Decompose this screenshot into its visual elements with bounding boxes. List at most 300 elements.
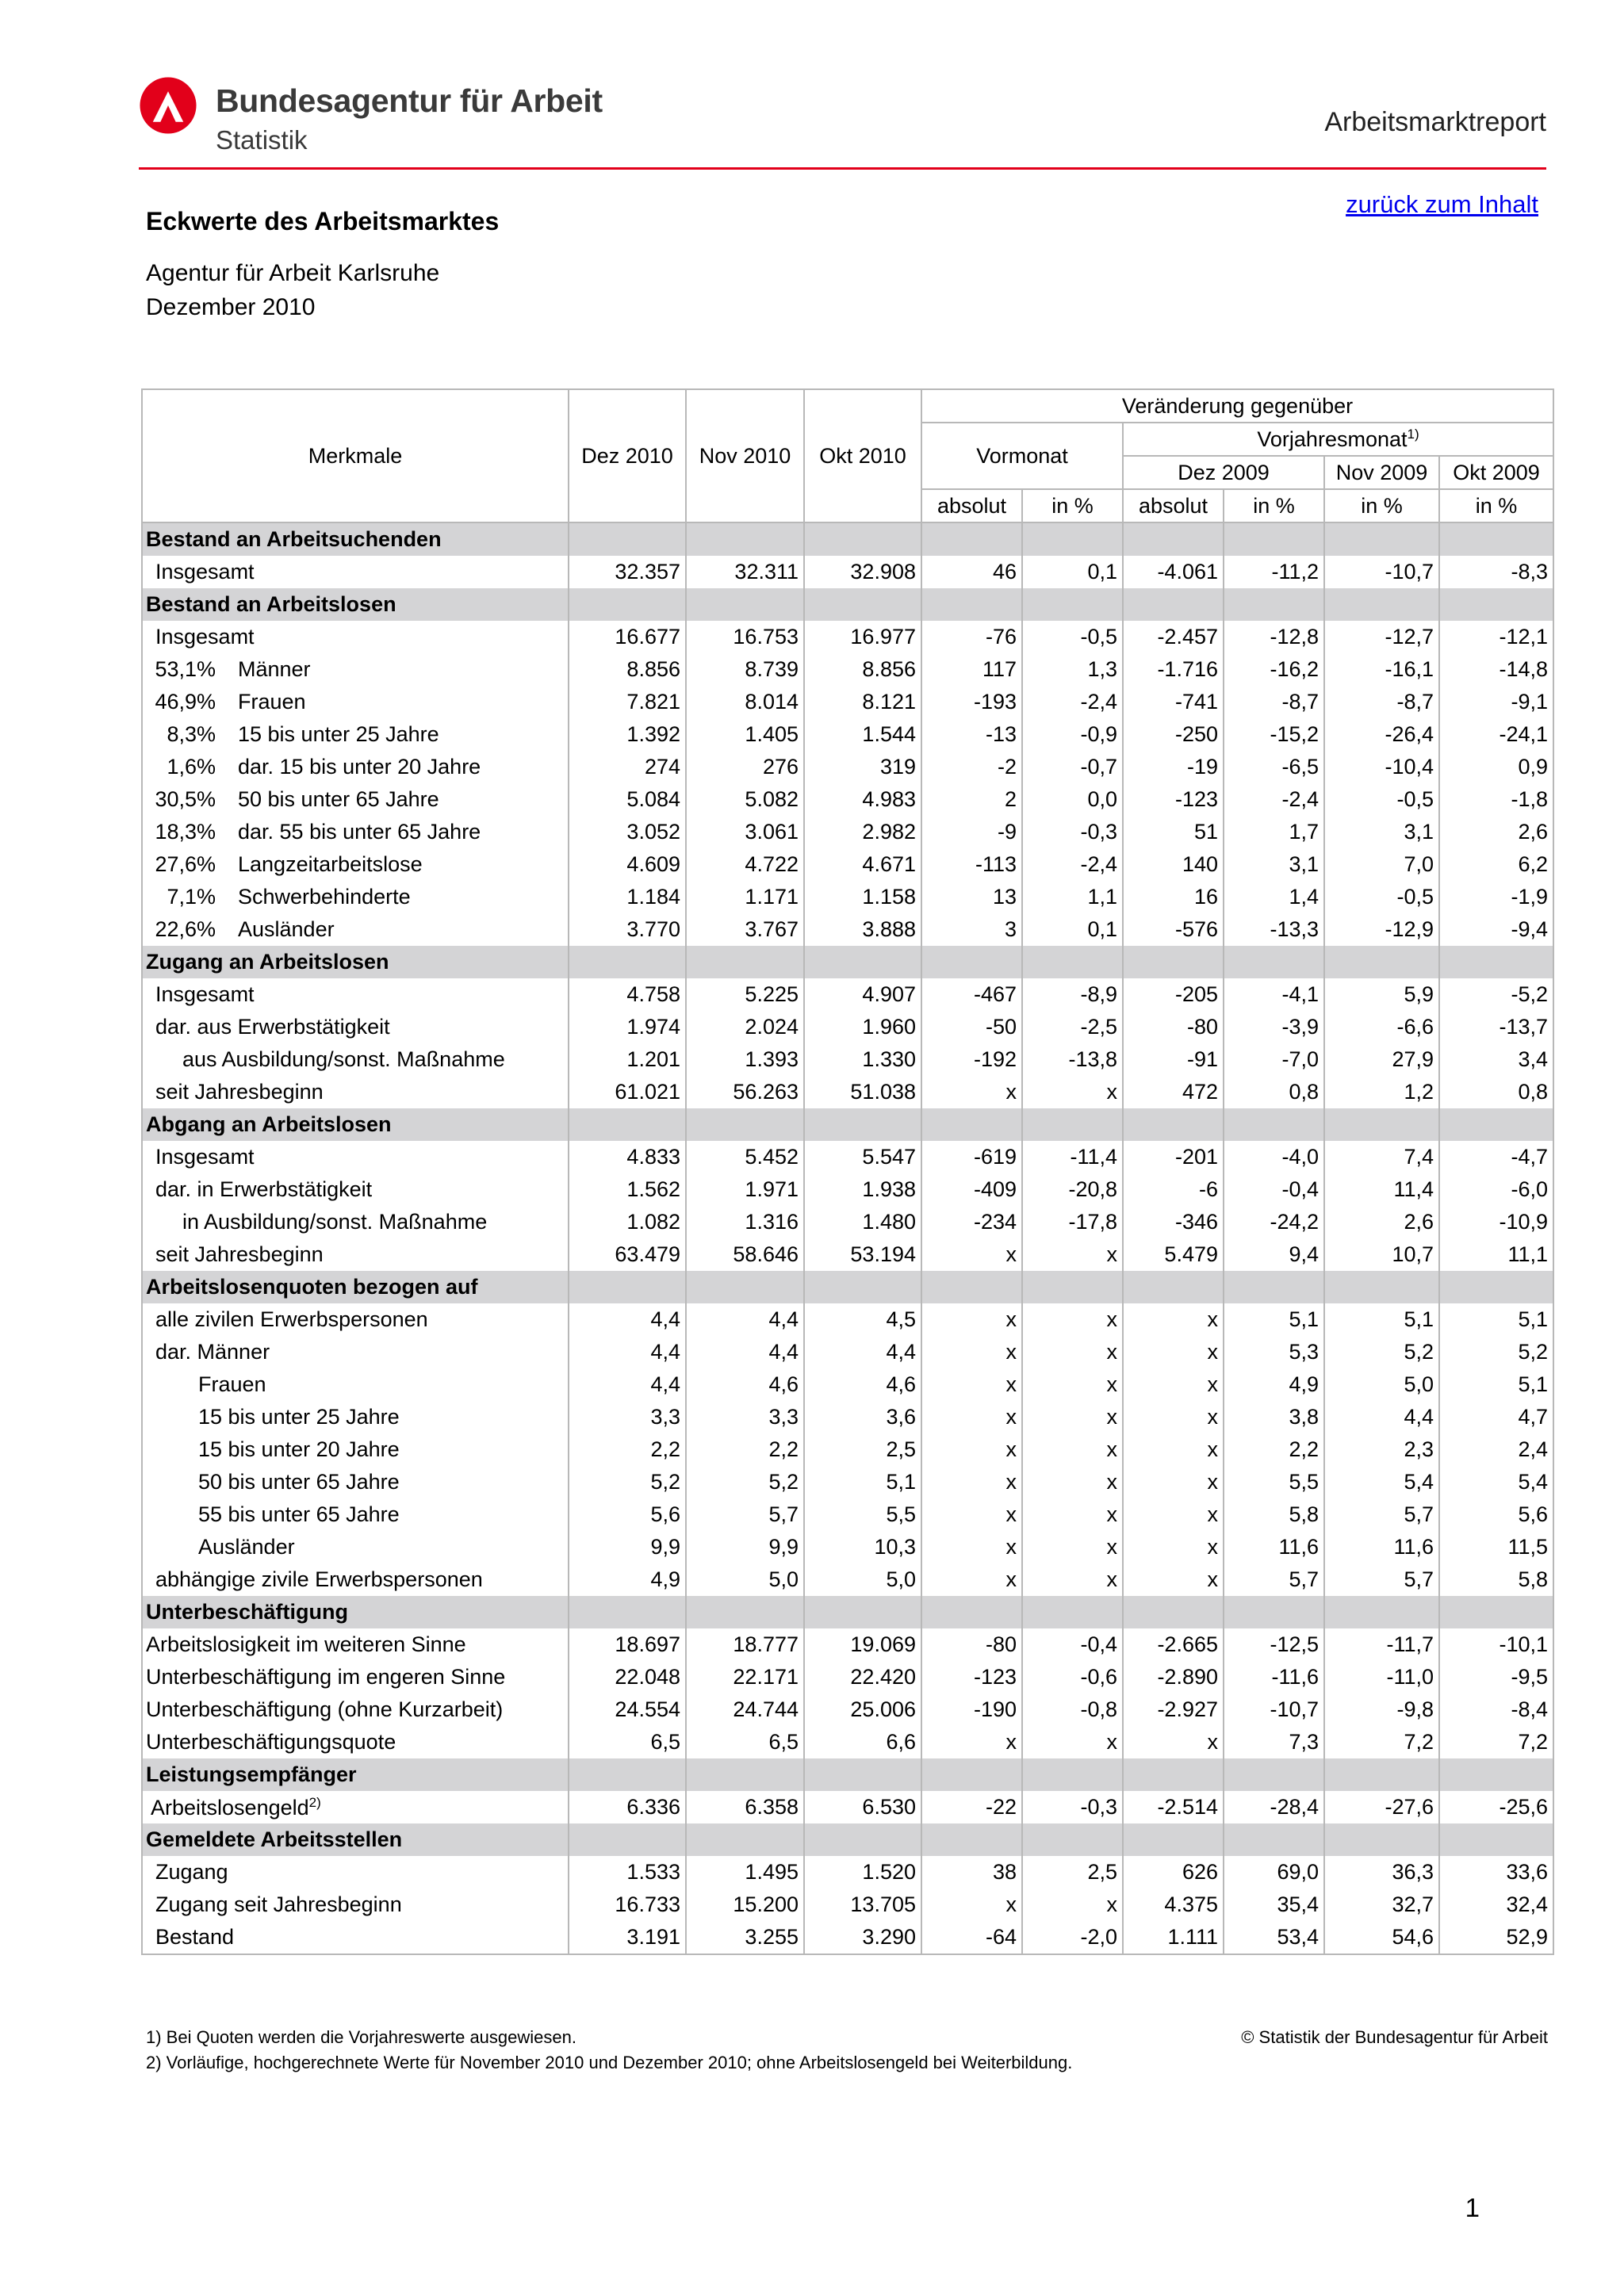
value-cell: 3,6 <box>804 1401 921 1433</box>
value-cell: x <box>1022 1303 1123 1336</box>
value-cell: 3,1 <box>1224 848 1324 881</box>
value-cell: -10,7 <box>1224 1693 1324 1726</box>
value-cell: 5,7 <box>686 1498 804 1531</box>
value-cell: 4.375 <box>1123 1888 1224 1921</box>
value-cell: -0,4 <box>1022 1628 1123 1661</box>
value-cell: -2.665 <box>1123 1628 1224 1661</box>
value-cell: -0,9 <box>1022 718 1123 751</box>
value-cell: -20,8 <box>1022 1173 1123 1206</box>
row-label <box>142 978 569 1011</box>
value-cell: 2 <box>921 783 1022 816</box>
value-cell: 1.495 <box>686 1856 804 1888</box>
value-cell: 2,6 <box>1439 816 1553 848</box>
row-label <box>142 1076 569 1108</box>
value-cell: -64 <box>921 1921 1022 1954</box>
value-cell: -5,2 <box>1439 978 1553 1011</box>
value-cell: 4,4 <box>804 1336 921 1368</box>
value-cell: -10,7 <box>1324 556 1439 588</box>
section-empty-cell <box>804 1596 921 1628</box>
value-cell: x <box>1123 1303 1224 1336</box>
value-cell: -201 <box>1123 1141 1224 1173</box>
section-empty-cell <box>804 946 921 978</box>
value-cell: -8,7 <box>1224 686 1324 718</box>
section-title: Unterbeschäftigung <box>142 1596 569 1628</box>
value-cell: -2.457 <box>1123 621 1224 653</box>
value-cell: -0,8 <box>1022 1693 1123 1726</box>
section-empty-cell <box>921 1823 1022 1856</box>
value-cell: x <box>921 1433 1022 1466</box>
section-empty-cell <box>1123 1596 1224 1628</box>
table-row <box>142 816 1553 848</box>
value-cell: 1.171 <box>686 881 804 913</box>
table-row <box>142 1563 1553 1596</box>
value-cell: -10,1 <box>1439 1628 1553 1661</box>
row-label <box>142 1563 569 1596</box>
value-cell: 6,5 <box>686 1726 804 1758</box>
section-title: Leistungsempfänger <box>142 1758 569 1791</box>
value-cell: 2,2 <box>569 1433 686 1466</box>
value-cell: -6,0 <box>1439 1173 1553 1206</box>
row-label <box>142 848 569 881</box>
header-nov2010: Nov 2010 <box>686 389 804 522</box>
value-cell: 4,9 <box>1224 1368 1324 1401</box>
value-cell: -13,7 <box>1439 1011 1553 1043</box>
value-cell: -6,5 <box>1224 751 1324 783</box>
row-label <box>142 1401 569 1433</box>
share-percent: 46,9% <box>155 690 216 714</box>
value-cell: -0,4 <box>1224 1173 1324 1206</box>
value-cell: 32,7 <box>1324 1888 1439 1921</box>
value-cell: 15.200 <box>686 1888 804 1921</box>
section-header-row <box>142 946 1553 978</box>
back-to-contents-link[interactable]: zurück zum Inhalt <box>1346 190 1538 218</box>
section-empty-cell <box>1224 1758 1324 1791</box>
row-label <box>142 1043 569 1076</box>
value-cell: 2.024 <box>686 1011 804 1043</box>
section-header-row <box>142 1271 1553 1303</box>
value-cell: 1.082 <box>569 1206 686 1238</box>
section-empty-cell <box>1123 1108 1224 1141</box>
value-cell: -8,3 <box>1439 556 1553 588</box>
page-title: Eckwerte des Arbeitsmarktes <box>146 207 500 235</box>
row-label-text: 15 bis unter 25 Jahre <box>238 722 439 746</box>
section-title: Abgang an Arbeitslosen <box>142 1108 569 1141</box>
value-cell: 0,9 <box>1439 751 1553 783</box>
section-empty-cell <box>1439 522 1553 556</box>
value-cell: x <box>1123 1466 1224 1498</box>
value-cell: 5,4 <box>1439 1466 1553 1498</box>
section-empty-cell <box>1224 1271 1324 1303</box>
section-empty-cell <box>1324 1758 1439 1791</box>
value-cell: 58.646 <box>686 1238 804 1271</box>
row-label-text: Schwerbehinderte <box>238 885 411 909</box>
value-cell: 11,4 <box>1324 1173 1439 1206</box>
value-cell: -346 <box>1123 1206 1224 1238</box>
value-cell: -2.514 <box>1123 1791 1224 1823</box>
header-okt2009: Okt 2009 <box>1439 456 1553 489</box>
value-cell: 4,9 <box>569 1563 686 1596</box>
value-cell: 4.833 <box>569 1141 686 1173</box>
value-cell: 53.194 <box>804 1238 921 1271</box>
value-cell: x <box>1022 1888 1123 1921</box>
value-cell: x <box>1022 1563 1123 1596</box>
value-cell: x <box>1022 1336 1123 1368</box>
value-cell: x <box>1123 1433 1224 1466</box>
value-cell: 274 <box>569 751 686 783</box>
value-cell: 51.038 <box>804 1076 921 1108</box>
value-cell: -13,8 <box>1022 1043 1123 1076</box>
value-cell: x <box>921 1531 1022 1563</box>
row-label-text: seit Jahresbeginn <box>155 1080 324 1104</box>
value-cell: 22.048 <box>569 1661 686 1693</box>
section-empty-cell <box>921 1596 1022 1628</box>
header-okt2010: Okt 2010 <box>804 389 921 522</box>
value-cell: -113 <box>921 848 1022 881</box>
footnote-1: 1) Bei Quoten werden die Vorjahreswerte ausgewiesen. <box>146 2027 576 2047</box>
value-cell: 0,1 <box>1022 556 1123 588</box>
section-empty-cell <box>1224 1596 1324 1628</box>
row-label <box>142 1531 569 1563</box>
value-cell: x <box>1022 1498 1123 1531</box>
value-cell: -250 <box>1123 718 1224 751</box>
section-empty-cell <box>1439 1596 1553 1628</box>
footnote-2: 2) Vorläufige, hochgerechnete Werte für November 2010 und Dezember 2010; ohne Arbeitslosengeld bei Weiterbildung. <box>146 2053 1073 2072</box>
value-cell: 4.983 <box>804 783 921 816</box>
row-label-text: 50 bis unter 65 Jahre <box>238 787 439 811</box>
value-cell: -17,8 <box>1022 1206 1123 1238</box>
value-cell: 33,6 <box>1439 1856 1553 1888</box>
row-label-text: Insgesamt <box>155 982 255 1006</box>
value-cell: 2,5 <box>1022 1856 1123 1888</box>
value-cell: 1.316 <box>686 1206 804 1238</box>
value-cell: x <box>921 1466 1022 1498</box>
value-cell: -409 <box>921 1173 1022 1206</box>
value-cell: -13,3 <box>1224 913 1324 946</box>
header-rule <box>139 167 1546 170</box>
section-empty-cell <box>686 1758 804 1791</box>
table-body <box>142 522 1553 1954</box>
value-cell: 3.255 <box>686 1921 804 1954</box>
section-empty-cell <box>1324 1823 1439 1856</box>
value-cell: 5,2 <box>1439 1336 1553 1368</box>
value-cell: 1.405 <box>686 718 804 751</box>
value-cell: x <box>1123 1726 1224 1758</box>
row-label <box>142 1791 569 1823</box>
table-row <box>142 1336 1553 1368</box>
value-cell: 5.547 <box>804 1141 921 1173</box>
value-cell: 5,7 <box>1324 1498 1439 1531</box>
value-cell: -467 <box>921 978 1022 1011</box>
value-cell: -8,4 <box>1439 1693 1553 1726</box>
section-empty-cell <box>569 946 686 978</box>
footnote-marker: 1) <box>1407 427 1419 442</box>
value-cell: -80 <box>921 1628 1022 1661</box>
section-empty-cell <box>1022 1823 1123 1856</box>
section-empty-cell <box>1224 1823 1324 1856</box>
value-cell: 5,1 <box>1439 1368 1553 1401</box>
section-empty-cell <box>1439 1271 1553 1303</box>
table-row <box>142 783 1553 816</box>
value-cell: -11,7 <box>1324 1628 1439 1661</box>
header-nov2009-pct: in % <box>1324 489 1439 522</box>
value-cell: 1.184 <box>569 881 686 913</box>
value-cell: -9,5 <box>1439 1661 1553 1693</box>
value-cell: 5.082 <box>686 783 804 816</box>
section-empty-cell <box>804 522 921 556</box>
value-cell: 7,2 <box>1439 1726 1553 1758</box>
value-cell: -76 <box>921 621 1022 653</box>
value-cell: -619 <box>921 1141 1022 1173</box>
value-cell: 5,7 <box>1224 1563 1324 1596</box>
value-cell: -2.927 <box>1123 1693 1224 1726</box>
value-cell: 276 <box>686 751 804 783</box>
value-cell: -2,5 <box>1022 1011 1123 1043</box>
value-cell: 1,2 <box>1324 1076 1439 1108</box>
value-cell: 4,4 <box>569 1336 686 1368</box>
section-empty-cell <box>1224 588 1324 621</box>
table-row <box>142 1238 1553 1271</box>
value-cell: 8.121 <box>804 686 921 718</box>
value-cell: 16.733 <box>569 1888 686 1921</box>
row-label <box>142 1661 569 1693</box>
value-cell: x <box>921 1336 1022 1368</box>
table-row <box>142 1531 1553 1563</box>
value-cell: 1.533 <box>569 1856 686 1888</box>
value-cell: x <box>1022 1433 1123 1466</box>
value-cell: 36,3 <box>1324 1856 1439 1888</box>
value-cell: 7.821 <box>569 686 686 718</box>
row-label-text: 15 bis unter 20 Jahre <box>198 1437 400 1461</box>
value-cell: 1.960 <box>804 1011 921 1043</box>
section-empty-cell <box>686 1596 804 1628</box>
section-empty-cell <box>1224 522 1324 556</box>
section-empty-cell <box>804 1271 921 1303</box>
value-cell: 3,4 <box>1439 1043 1553 1076</box>
value-cell: 5,0 <box>686 1563 804 1596</box>
section-empty-cell <box>569 588 686 621</box>
value-cell: 7,0 <box>1324 848 1439 881</box>
section-header-row <box>142 1758 1553 1791</box>
value-cell: 4.722 <box>686 848 804 881</box>
value-cell: 1.393 <box>686 1043 804 1076</box>
value-cell: 6.336 <box>569 1791 686 1823</box>
value-cell: 5,1 <box>1224 1303 1324 1336</box>
value-cell: 4.907 <box>804 978 921 1011</box>
row-label-text: in Ausbildung/sonst. Maßnahme <box>182 1210 488 1234</box>
value-cell: 0,1 <box>1022 913 1123 946</box>
value-cell: x <box>1022 1531 1123 1563</box>
row-label <box>142 1238 569 1271</box>
value-cell: 1,7 <box>1224 816 1324 848</box>
value-cell: -11,0 <box>1324 1661 1439 1693</box>
row-label-text: dar. Männer <box>155 1340 270 1364</box>
section-empty-cell <box>1022 1271 1123 1303</box>
row-label-text: seit Jahresbeginn <box>155 1242 324 1266</box>
value-cell: -24,1 <box>1439 718 1553 751</box>
section-header-row <box>142 522 1553 556</box>
value-cell: -2,4 <box>1022 848 1123 881</box>
section-empty-cell <box>1324 1271 1439 1303</box>
header-vorjahr-pct: in % <box>1224 489 1324 522</box>
section-empty-cell <box>1123 946 1224 978</box>
section-title: Gemeldete Arbeitsstellen <box>142 1823 569 1856</box>
value-cell: 69,0 <box>1224 1856 1324 1888</box>
table-row <box>142 751 1553 783</box>
row-label-text: Unterbeschäftigungsquote <box>146 1730 396 1754</box>
value-cell: 4,4 <box>569 1368 686 1401</box>
value-cell: 51 <box>1123 816 1224 848</box>
table-row <box>142 653 1553 686</box>
value-cell: x <box>1022 1401 1123 1433</box>
value-cell: x <box>921 1888 1022 1921</box>
value-cell: 4,4 <box>686 1336 804 1368</box>
section-empty-cell <box>1022 1758 1123 1791</box>
section-empty-cell <box>921 1271 1022 1303</box>
value-cell: 3.061 <box>686 816 804 848</box>
table-row <box>142 1043 1553 1076</box>
section-empty-cell <box>1022 946 1123 978</box>
value-cell: x <box>1123 1368 1224 1401</box>
value-cell: 4,4 <box>1324 1401 1439 1433</box>
value-cell: 3.888 <box>804 913 921 946</box>
row-label <box>142 718 569 751</box>
value-cell: 2.982 <box>804 816 921 848</box>
value-cell: 4.758 <box>569 978 686 1011</box>
section-empty-cell <box>686 946 804 978</box>
row-label <box>142 1141 569 1173</box>
section-empty-cell <box>569 522 686 556</box>
share-percent: 1,6% <box>167 755 216 779</box>
section-empty-cell <box>804 588 921 621</box>
section-empty-cell <box>686 1823 804 1856</box>
table-row <box>142 1726 1553 1758</box>
copyright: © Statistik der Bundesagentur für Arbeit <box>1241 2027 1548 2047</box>
header-veraenderung: Veränderung gegenüber <box>921 389 1553 423</box>
row-label-text: 55 bis unter 65 Jahre <box>198 1502 400 1526</box>
value-cell: 4,4 <box>686 1303 804 1336</box>
value-cell: -0,5 <box>1324 783 1439 816</box>
section-empty-cell <box>1324 522 1439 556</box>
row-label <box>142 1693 569 1726</box>
row-label-text: Insgesamt <box>155 560 255 584</box>
value-cell: 4.609 <box>569 848 686 881</box>
value-cell: -9,1 <box>1439 686 1553 718</box>
value-cell: 3.290 <box>804 1921 921 1954</box>
value-cell: 2,5 <box>804 1433 921 1466</box>
value-cell: -24,2 <box>1224 1206 1324 1238</box>
value-cell: 140 <box>1123 848 1224 881</box>
value-cell: 22.171 <box>686 1661 804 1693</box>
header-merkmale: Merkmale <box>142 389 569 522</box>
header-nov2009: Nov 2009 <box>1324 456 1439 489</box>
value-cell: -10,4 <box>1324 751 1439 783</box>
section-header-row <box>142 588 1553 621</box>
value-cell: 3,1 <box>1324 816 1439 848</box>
value-cell: -25,6 <box>1439 1791 1553 1823</box>
value-cell: 7,2 <box>1324 1726 1439 1758</box>
value-cell: 8.856 <box>804 653 921 686</box>
value-cell: -2,0 <box>1022 1921 1123 1954</box>
value-cell: -234 <box>921 1206 1022 1238</box>
value-cell: 16.677 <box>569 621 686 653</box>
value-cell: 6,2 <box>1439 848 1553 881</box>
value-cell: 11,5 <box>1439 1531 1553 1563</box>
value-cell: 35,4 <box>1224 1888 1324 1921</box>
value-cell: -0,5 <box>1324 881 1439 913</box>
value-cell: x <box>1123 1336 1224 1368</box>
value-cell: -28,4 <box>1224 1791 1324 1823</box>
value-cell: 10,3 <box>804 1531 921 1563</box>
value-cell: -0,6 <box>1022 1661 1123 1693</box>
section-empty-cell <box>1123 1271 1224 1303</box>
value-cell: x <box>1022 1238 1123 1271</box>
table-row <box>142 1693 1553 1726</box>
value-cell: -0,3 <box>1022 816 1123 848</box>
table-row <box>142 1368 1553 1401</box>
value-cell: -11,4 <box>1022 1141 1123 1173</box>
section-empty-cell <box>686 1108 804 1141</box>
value-cell: 1.544 <box>804 718 921 751</box>
value-cell: 16.977 <box>804 621 921 653</box>
row-label <box>142 1498 569 1531</box>
share-percent: 53,1% <box>155 657 216 681</box>
value-cell: 11,6 <box>1224 1531 1324 1563</box>
value-cell: 2,2 <box>686 1433 804 1466</box>
table-row <box>142 686 1553 718</box>
value-cell: -3,9 <box>1224 1011 1324 1043</box>
section-title: Arbeitslosenquoten bezogen auf <box>142 1271 569 1303</box>
row-label-text: alle zivilen Erwerbspersonen <box>155 1307 428 1331</box>
row-label <box>142 1206 569 1238</box>
value-cell: -4,1 <box>1224 978 1324 1011</box>
table-row <box>142 1466 1553 1498</box>
value-cell: 7,3 <box>1224 1726 1324 1758</box>
row-label-text: Frauen <box>198 1372 266 1396</box>
value-cell: 5,0 <box>804 1563 921 1596</box>
value-cell: 9,4 <box>1224 1238 1324 1271</box>
value-cell: 1.971 <box>686 1173 804 1206</box>
table-row <box>142 913 1553 946</box>
value-cell: 63.479 <box>569 1238 686 1271</box>
value-cell: 38 <box>921 1856 1022 1888</box>
section-empty-cell <box>1439 1108 1553 1141</box>
value-cell: 2,6 <box>1324 1206 1439 1238</box>
value-cell: -576 <box>1123 913 1224 946</box>
value-cell: -11,6 <box>1224 1661 1324 1693</box>
section-empty-cell <box>1123 1823 1224 1856</box>
value-cell: -26,4 <box>1324 718 1439 751</box>
value-cell: -1.716 <box>1123 653 1224 686</box>
value-cell: x <box>921 1368 1022 1401</box>
row-label-text: dar. 55 bis unter 65 Jahre <box>238 820 481 844</box>
value-cell: 13 <box>921 881 1022 913</box>
value-cell: -190 <box>921 1693 1022 1726</box>
value-cell: x <box>921 1303 1022 1336</box>
value-cell: 16 <box>1123 881 1224 913</box>
table-row <box>142 1433 1553 1466</box>
share-percent: 18,3% <box>155 820 216 844</box>
row-label-text: Zugang <box>155 1860 228 1884</box>
value-cell: -12,1 <box>1439 621 1553 653</box>
share-percent: 8,3% <box>167 722 216 746</box>
value-cell: -27,6 <box>1324 1791 1439 1823</box>
value-cell: 11,1 <box>1439 1238 1553 1271</box>
value-cell: 5.452 <box>686 1141 804 1173</box>
value-cell: 18.697 <box>569 1628 686 1661</box>
value-cell: 5,8 <box>1224 1498 1324 1531</box>
table-row <box>142 1141 1553 1173</box>
row-label <box>142 1921 569 1954</box>
